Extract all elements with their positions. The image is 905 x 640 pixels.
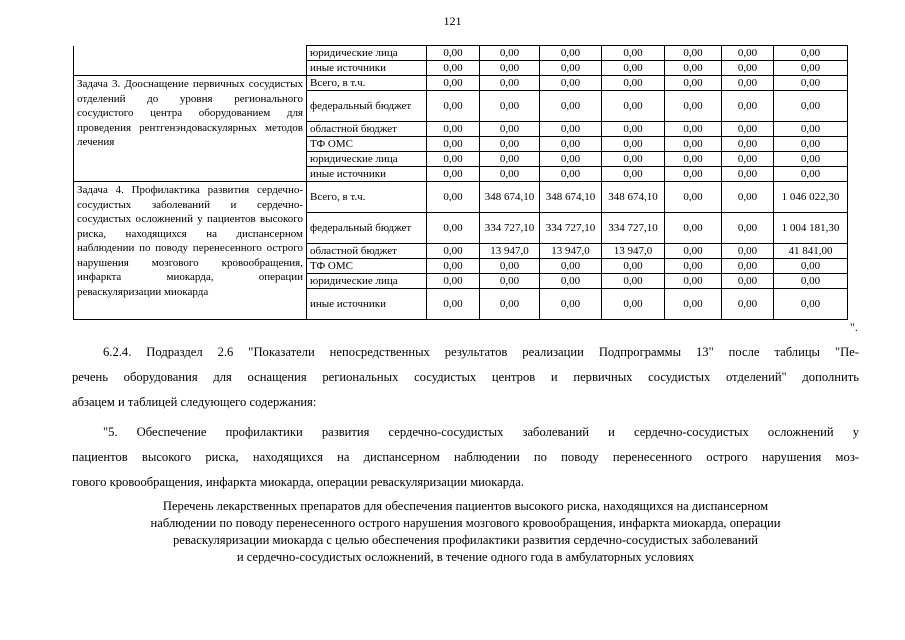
paragraph-line: пациентов высокого риска, находящихся на диспансерном наблюдении по поводу перенесенного острого нарушения моз- [72,450,859,464]
funding-source-cell: федеральный бюджет [307,213,427,244]
task-cell-empty [74,46,307,76]
value-cell: 0,00 [722,137,774,152]
value-cell: 0,00 [722,289,774,320]
value-cell: 0,00 [602,152,665,167]
value-cell: 0,00 [665,122,722,137]
value-cell: 0,00 [665,259,722,274]
value-cell: 348 674,10 [602,182,665,213]
value-cell: 0,00 [774,61,848,76]
paragraph-line: абзацем и таблицей следующего содержания: [72,395,317,409]
value-cell: 0,00 [722,91,774,122]
table-row [74,76,848,91]
paragraph-line: речень оборудования для оснащения региональных сосудистых центров и первичных сосудистых отделений" дополнить [72,370,859,384]
value-cell: 0,00 [427,122,480,137]
value-cell: 0,00 [427,76,480,91]
value-cell: 0,00 [722,122,774,137]
value-cell: 0,00 [722,152,774,167]
value-cell: 0,00 [602,259,665,274]
value-cell: 0,00 [427,244,480,259]
value-cell: 0,00 [540,122,602,137]
page-number: 121 [443,14,462,28]
funding-source-cell: иные источники [307,61,427,76]
value-cell: 0,00 [722,61,774,76]
value-cell: 0,00 [480,167,540,182]
value-cell: 0,00 [480,152,540,167]
funding-source-cell: иные источники [307,167,427,182]
value-cell: 0,00 [722,213,774,244]
value-cell: 0,00 [774,46,848,61]
value-cell: 0,00 [540,259,602,274]
value-cell: 0,00 [665,182,722,213]
value-cell: 0,00 [665,61,722,76]
value-cell: 348 674,10 [540,182,602,213]
value-cell: 0,00 [480,91,540,122]
value-cell: 0,00 [427,259,480,274]
value-cell: 13 947,0 [480,244,540,259]
funding-source-cell: ТФ ОМС [307,137,427,152]
paragraph-amendment [72,340,859,415]
value-cell: 0,00 [427,137,480,152]
value-cell: 0,00 [427,61,480,76]
paragraph-line: 6.2.4. Подраздел 2.6 "Показатели непосредственных результатов реализации Подпрограммы 13" после таблицы "Пе- [103,345,859,359]
value-cell: 0,00 [722,76,774,91]
value-cell: 0,00 [722,167,774,182]
value-cell: 0,00 [427,289,480,320]
value-cell: 0,00 [774,167,848,182]
value-cell: 1 046 022,30 [774,182,848,213]
funding-source-cell: Всего, в т.ч. [307,182,427,213]
task-cell: Задача 3. Дооснащение первичных сосудистых отделений до уровня регионального сосудистого центра оборудованием для проведения рентгенэндоваскулярных методов лечения [74,76,307,182]
value-cell: 0,00 [665,274,722,289]
value-cell: 0,00 [774,91,848,122]
value-cell: 0,00 [540,137,602,152]
value-cell: 0,00 [665,213,722,244]
value-cell: 0,00 [665,152,722,167]
value-cell: 0,00 [540,289,602,320]
funding-source-cell: Всего, в т.ч. [307,76,427,91]
paragraph-line: "5. Обеспечение профилактики развития сердечно-сосудистых заболеваний и сердечно-сосудистых осложнений у [103,425,859,439]
value-cell: 0,00 [722,244,774,259]
value-cell: 334 727,10 [602,213,665,244]
value-cell: 0,00 [665,289,722,320]
value-cell: 334 727,10 [480,213,540,244]
funding-source-cell: юридические лица [307,152,427,167]
value-cell: 1 004 181,30 [774,213,848,244]
value-cell: 0,00 [722,182,774,213]
list-heading [72,498,859,566]
value-cell: 0,00 [427,274,480,289]
value-cell: 0,00 [722,46,774,61]
closing-quote: ". [850,320,858,334]
value-cell: 0,00 [774,289,848,320]
funding-source-cell: областной бюджет [307,244,427,259]
value-cell: 0,00 [540,167,602,182]
funding-source-cell: федеральный бюджет [307,91,427,122]
value-cell: 0,00 [540,152,602,167]
value-cell: 334 727,10 [540,213,602,244]
value-cell: 0,00 [602,167,665,182]
value-cell: 0,00 [602,289,665,320]
value-cell: 0,00 [480,122,540,137]
value-cell: 0,00 [665,76,722,91]
value-cell: 0,00 [480,289,540,320]
value-cell: 13 947,0 [602,244,665,259]
value-cell: 0,00 [602,76,665,91]
value-cell: 0,00 [665,137,722,152]
value-cell: 0,00 [665,91,722,122]
value-cell: 0,00 [540,274,602,289]
budget-table [73,45,848,320]
funding-source-cell: иные источники [307,289,427,320]
heading-line: реваскуляризации миокарда с целью обеспечения профилактики развития сердечно-сосудистых заболеваний [172,533,758,547]
value-cell: 0,00 [602,137,665,152]
funding-source-cell: ТФ ОМС [307,259,427,274]
value-cell: 0,00 [602,122,665,137]
value-cell: 0,00 [480,61,540,76]
value-cell: 0,00 [722,259,774,274]
value-cell: 0,00 [602,274,665,289]
value-cell: 0,00 [774,274,848,289]
value-cell: 0,00 [774,122,848,137]
value-cell: 0,00 [427,182,480,213]
value-cell: 0,00 [665,244,722,259]
value-cell: 0,00 [665,167,722,182]
funding-source-cell: юридические лица [307,274,427,289]
funding-source-cell: юридические лица [307,46,427,61]
table-row [74,46,848,61]
value-cell: 0,00 [480,137,540,152]
value-cell: 0,00 [480,259,540,274]
value-cell: 0,00 [427,91,480,122]
value-cell: 13 947,0 [540,244,602,259]
heading-line: и сердечно-сосудистых осложнений, в течение одного года в амбулаторных условиях [236,550,695,564]
value-cell: 0,00 [480,274,540,289]
value-cell: 0,00 [427,46,480,61]
paragraph-item-5 [72,420,859,495]
value-cell: 0,00 [480,76,540,91]
table-body [74,46,848,320]
value-cell: 0,00 [427,213,480,244]
value-cell: 0,00 [540,91,602,122]
value-cell: 0,00 [602,91,665,122]
value-cell: 0,00 [602,61,665,76]
value-cell: 41 841,00 [774,244,848,259]
value-cell: 0,00 [602,46,665,61]
table-row [74,182,848,213]
funding-source-cell: областной бюджет [307,122,427,137]
value-cell: 0,00 [774,76,848,91]
heading-line: наблюдении по поводу перенесенного острого нарушения мозгового кровообращения, инфаркта миокарда, операции [150,516,781,530]
value-cell: 0,00 [427,167,480,182]
value-cell: 0,00 [427,152,480,167]
value-cell: 348 674,10 [480,182,540,213]
value-cell: 0,00 [774,259,848,274]
value-cell: 0,00 [540,76,602,91]
value-cell: 0,00 [480,46,540,61]
value-cell: 0,00 [722,274,774,289]
value-cell: 0,00 [540,61,602,76]
value-cell: 0,00 [774,137,848,152]
paragraph-line: гового кровообращения, инфаркта миокарда, операции реваскуляризации миокарда. [72,475,524,489]
value-cell: 0,00 [665,46,722,61]
value-cell: 0,00 [774,152,848,167]
heading-line: Перечень лекарственных препаратов для обеспечения пациентов высокого риска, находящихся на диспансерном [162,499,769,513]
task-cell: Задача 4. Профилактика развития сердечно-сосудистых заболеваний и сердечно-сосудистых осложнений у пациентов высокого риска, находящихся на диспансерном наблюдении по поводу перенесенного острого нарушения мозгового кровообращения, инфаркта миокарда, операции реваскуляризации миокарда [74,182,307,320]
value-cell: 0,00 [540,46,602,61]
